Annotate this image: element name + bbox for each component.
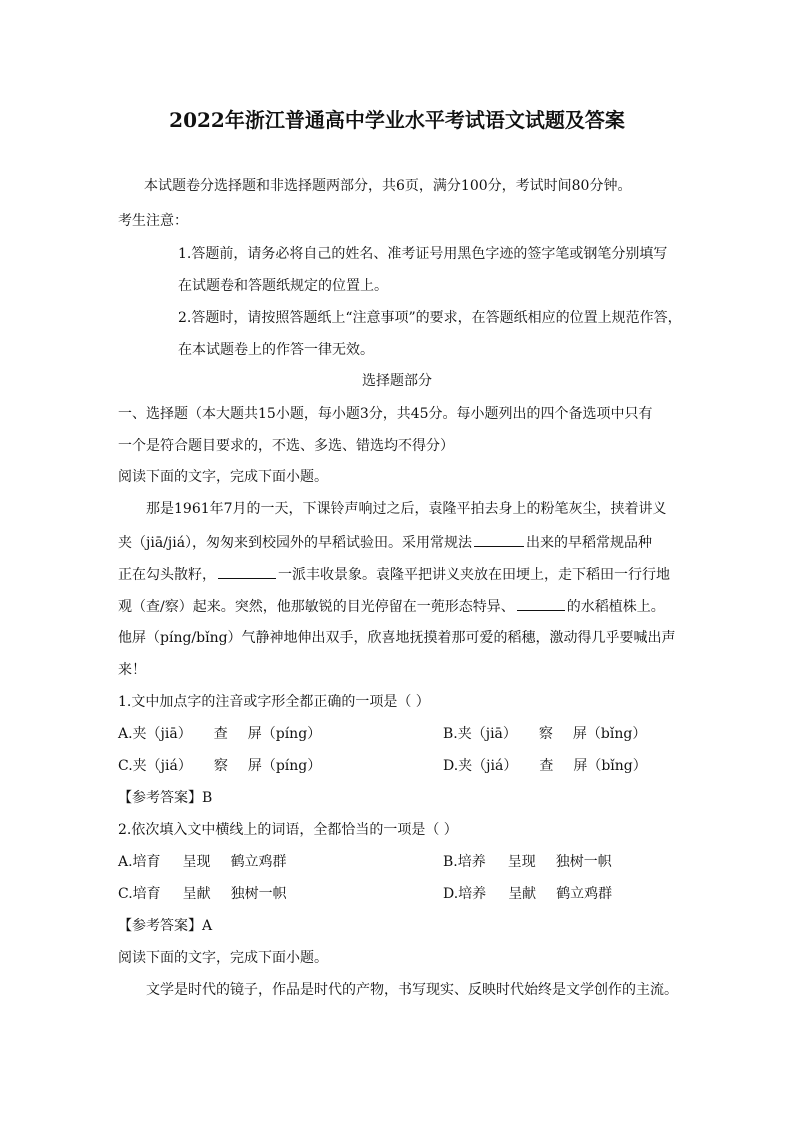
intro-text: 本试题卷分选择题和非选择题两部分，共6页，满分100分，考试时间80分钟。 bbox=[144, 178, 632, 194]
notice-1-line-1: 1.答题前，请务必将自己的姓名、准考证号用黑色字迹的签字笔或钢笔分别填写 bbox=[178, 246, 668, 262]
passage-line-2-b: 出来的早稻常规品种 bbox=[526, 535, 653, 551]
read-prompt-2: 阅读下面的文字，完成下面小题。 bbox=[118, 950, 328, 966]
passage-line-3-a: 正在勾头散籽， bbox=[118, 567, 216, 583]
notice-2-line-2: 在本试题卷上的作答一律无效。 bbox=[178, 342, 374, 358]
passage-line-3 bbox=[118, 564, 670, 585]
q2-option-a: A.培育 呈现 鹤立鸡群 bbox=[118, 854, 287, 870]
fill-blank-1 bbox=[474, 532, 524, 547]
notice-1-line-2: 在试题卷和答题纸规定的位置上。 bbox=[178, 278, 388, 294]
passage-line-4-b: 的水稻植株上。 bbox=[566, 599, 665, 615]
q1-option-b: B.夹（jiā） 察 屏（bǐng） bbox=[443, 726, 647, 742]
passage-line-1: 那是1961年7月的一天，下课铃声响过之后，袁隆平拍去身上的粉笔灰尘，挟着讲义 bbox=[146, 501, 667, 517]
notice-2-line-1: 2.答题时，请按照答题纸上“注意事项”的要求，在答题纸相应的位置上规范作答， bbox=[178, 310, 682, 326]
q1-option-d: D.夹（jiá） 查 屏（bǐng） bbox=[443, 758, 647, 774]
exam-title: 2022年浙江普通高中学业水平考试语文试题及答案 bbox=[169, 108, 625, 132]
passage-line-6: 来！ bbox=[118, 662, 146, 678]
q2-answer: 【参考答案】A bbox=[118, 918, 213, 934]
passage-line-5: 他屏（píng/bǐng）气静神地伸出双手，欣喜地抚摸着那可爱的稻穗，激动得几乎要喊出声 bbox=[118, 630, 676, 646]
passage-line-4 bbox=[118, 596, 665, 617]
passage-line-2 bbox=[118, 532, 652, 553]
passage-line-2-a: 夹（jiā/jiá），匆匆来到校园外的早稻试验田。采用常规法 bbox=[118, 535, 473, 551]
part1-line-1: 一、选择题（本大题共15小题，每小题3分，共45分。每小题列出的四个备选项中只有 bbox=[118, 406, 653, 422]
notice-heading: 考生注意： bbox=[118, 213, 188, 229]
q1-option-a: A.夹（jiā） 查 屏（píng） bbox=[118, 726, 322, 742]
passage2-line-1: 文学是时代的镜子，作品是时代的产物，书写现实、反映时代始终是文学创作的主流。 bbox=[146, 982, 678, 998]
part1-line-2: 一个是符合题目要求的，不选、多选、错选均不得分） bbox=[118, 438, 454, 454]
q2-option-b: B.培养 呈现 独树一帜 bbox=[443, 854, 612, 870]
q2-stem: 2.依次填入文中横线上的词语，全都恰当的一项是（ ） bbox=[118, 822, 458, 838]
section-title: 选择题部分 bbox=[362, 373, 432, 389]
q1-answer: 【参考答案】B bbox=[118, 790, 213, 806]
q1-stem: 1.文中加点字的注音或字形全都正确的一项是（ ） bbox=[118, 694, 430, 710]
passage-line-4-a: 观（查/察）起来。突然，他那敏锐的目光停留在一蔸形态特异、 bbox=[118, 599, 515, 615]
fill-blank-2 bbox=[218, 564, 276, 579]
passage-line-3-b: 一派丰收景象。袁隆平把讲义夹放在田埂上，走下稻田一行行地 bbox=[278, 567, 670, 583]
q2-option-d: D.培养 呈献 鹤立鸡群 bbox=[443, 886, 613, 902]
q2-option-c: C.培育 呈献 独树一帜 bbox=[118, 886, 287, 902]
fill-blank-3 bbox=[517, 596, 565, 611]
read-prompt-1: 阅读下面的文字，完成下面小题。 bbox=[118, 469, 328, 485]
q1-option-c: C.夹（jiá） 察 屏（píng） bbox=[118, 758, 322, 774]
